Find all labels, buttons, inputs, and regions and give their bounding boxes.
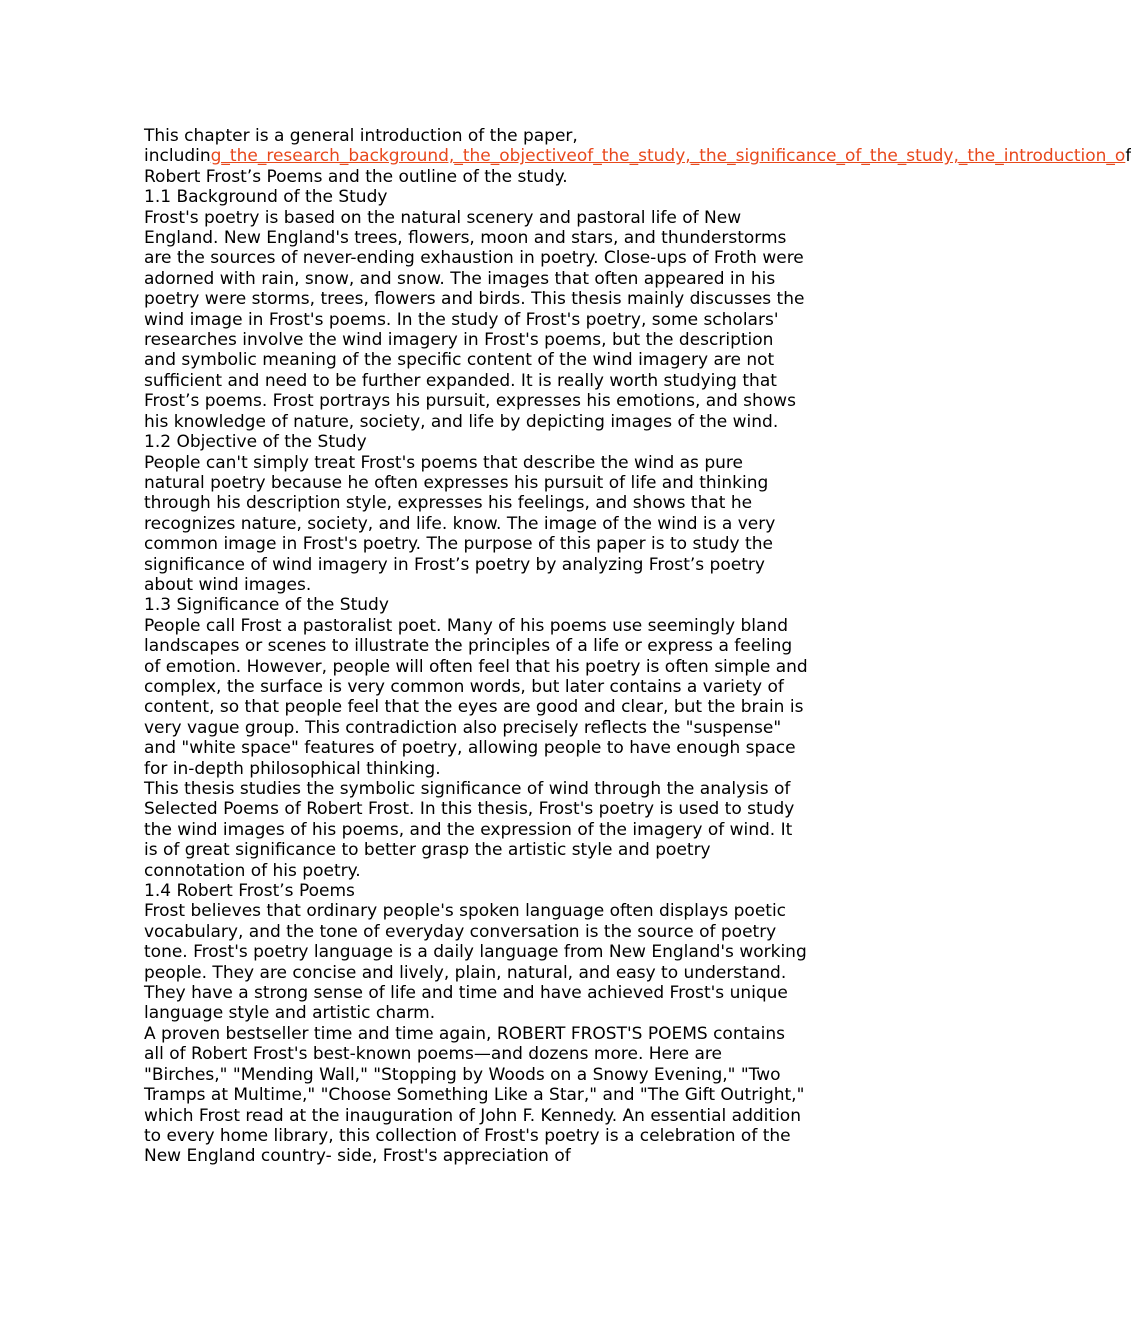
- document-body: [144, 126, 1131, 1167]
- paragraph-objective: People can't simply treat Frost's poems that describe the wind as pure natural poetry because he often expresses his pursuit of life and thinking through his description style, expresses his feelings, and shows that he recognizes nature, society, and life. know. The image of the wind is a very common image in Frost's poetry. The purpose of this paper is to study the significance of wind imagery in Frost’s poetry by analyzing Frost’s poetry about wind images.: [144, 452, 776, 595]
- intro-line: This chapter is a general introduction of the paper,: [144, 126, 578, 146]
- intro-continuation: [144, 146, 1131, 187]
- paragraph-poems-2: A proven bestseller time and time again, ROBERT FROST'S POEMS contains all of Robert Frost's best-known poems—and dozens more. Here are "Birches," "Mending Wall," "Stopping by Woods on a Snowy Evening," "Two Tramps at Multime," "Choose Something Like a Star," and "The Gift Outright," which Frost read at the inauguration of John F. Kennedy. An essential addition to every home library, this collection of Frost's poetry is a celebration of the New England country- side, Frost's appreciation of: [144, 1023, 805, 1167]
- paragraph-background: Frost's poetry is based on the natural scenery and pastoral life of New England. New England's trees, flowers, moon and stars, and thunderstorms are the sources of never-ending exhaustion in poetry. Close-ups of Froth were adorned with rain, snow, and snow. The images that often appeared in his poetry were storms, trees, flowers and birds. This thesis mainly discusses the wind image in Frost's poems. In the study of Frost's poetry, some scholars' researches involve the wind imagery in Frost's poems, but the description and symbolic meaning of the specific content of the wind imagery are not sufficient and need to be further expanded. It is really worth studying that Frost’s poems. Frost portrays his pursuit, expresses his emotions, and shows his knowledge of nature, society, and life by depicting images of the wind.: [144, 207, 805, 432]
- section-heading-objective: 1.2 Objective of the Study: [144, 432, 367, 453]
- section-heading-poems: 1.4 Robert Frost’s Poems: [144, 881, 355, 902]
- paragraph-significance-1: People call Frost a pastoralist poet. Many of his poems use seemingly bland landscapes or scenes to illustrate the principles of a life or express a feeling of emotion. However, people will often feel that his poetry is often simple and complex, the surface is very common words, but later contains a variety of content, so that people feel that the eyes are good and clear, but the brain is very vague group. This contradiction also precisely reflects the "suspense" and "white space" features of poetry, allowing people to have enough space for in-depth philosophical thinking.: [144, 615, 808, 779]
- tracked-change-text[interactable]: g_the_research_background,_the_objectiveof_the_study,_the_significance_of_the_study,_the_introduction_o: [210, 146, 1126, 167]
- paragraph-significance-2: This thesis studies the symbolic significance of wind through the analysis of Selected Poems of Robert Frost. In this thesis, Frost's poetry is used to study the wind images of his poems, and the expression of the imagery of wind. It is of great significance to better grasp the artistic style and poetry connotation of his poetry.: [144, 779, 795, 881]
- paragraph-poems-1: Frost believes that ordinary people's spoken language often displays poetic vocabulary, and the tone of everyday conversation is the source of poetry tone. Frost's poetry language is a daily language from New England's working people. They are concise and lively, plain, natural, and easy to understand. They have a strong sense of life and time and have achieved Frost's unique language style and artistic charm.: [144, 901, 807, 1024]
- intro-pre: includin: [144, 146, 211, 167]
- section-heading-background: 1.1 Background of the Study: [144, 187, 388, 208]
- intro-post: f Robert Frost’s Poems and the outline of the study.: [144, 146, 1131, 187]
- section-heading-significance: 1.3 Significance of the Study: [144, 595, 389, 616]
